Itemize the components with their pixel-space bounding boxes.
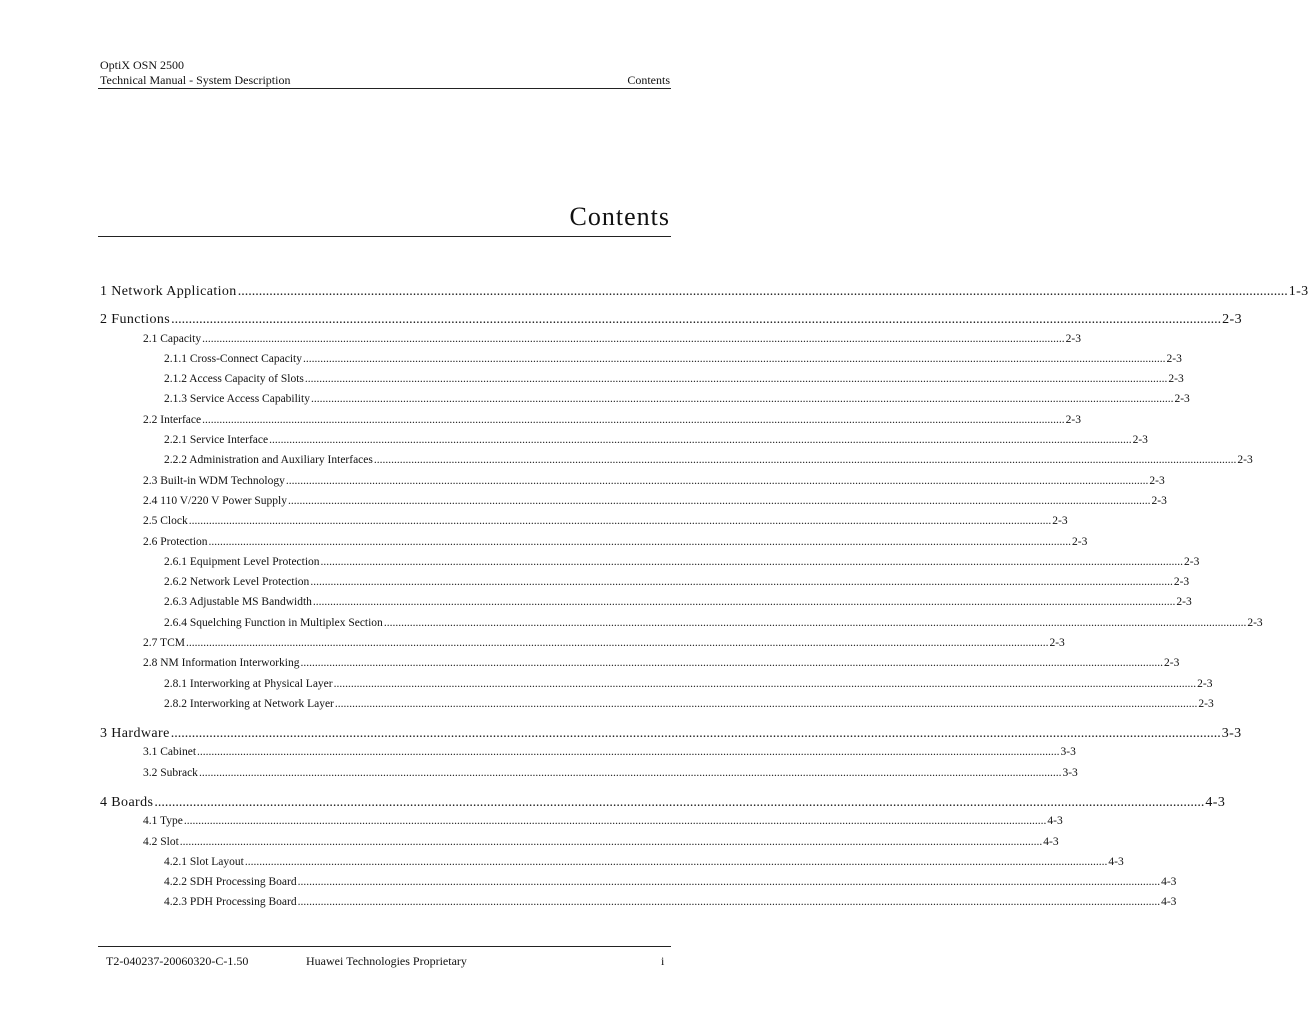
toc-entry-leader: ............................................................................................................................................................................................................................................................................................................: [302, 352, 1166, 365]
toc-entry[interactable]: [164, 876, 1177, 891]
toc-entry-leader: ............................................................................................................................................................................................................................................................................................................: [237, 284, 1288, 299]
page-title: Contents: [569, 202, 670, 231]
toc-entry-label: 1 Network Application: [100, 284, 237, 299]
toc-entry-page: 2-3: [1222, 312, 1243, 327]
toc-entry[interactable]: [143, 474, 1165, 490]
header-line: [100, 73, 670, 87]
toc-entry[interactable]: [164, 454, 1253, 469]
toc-entry-page: 2-3: [1168, 373, 1184, 386]
header-section: Contents: [627, 73, 670, 87]
toc-entry-page: 2-3: [1247, 616, 1263, 629]
toc-entry-label: 4.1 Type: [143, 815, 183, 828]
toc-entry[interactable]: [100, 312, 1243, 330]
toc-entry[interactable]: [100, 725, 1242, 744]
toc-entry-leader: ............................................................................................................................................................................................................................................................................................................: [179, 835, 1043, 848]
toc-entry-leader: ............................................................................................................................................................................................................................................................................................................: [297, 896, 1161, 909]
toc-entry-leader: ............................................................................................................................................................................................................................................................................................................: [208, 535, 1072, 548]
toc-entry-label: 2.6.2 Network Level Protection: [164, 576, 310, 589]
toc-entry[interactable]: [143, 413, 1081, 429]
toc-entry-page: 2-3: [1149, 474, 1165, 487]
footer-page-number: i: [661, 954, 665, 968]
toc-entry[interactable]: [164, 555, 1200, 571]
toc-entry[interactable]: [143, 637, 1065, 652]
toc-entry-leader: ............................................................................................................................................................................................................................................................................................................: [383, 616, 1247, 629]
toc-entry-label: 2.2.1 Service Interface: [164, 434, 269, 446]
toc-entry[interactable]: [164, 596, 1192, 611]
toc-entry-label: 2.3 Built-in WDM Technology: [143, 474, 285, 487]
toc-entry-page: 3-3: [1221, 725, 1242, 741]
toc-entry-label: 2.5 Clock: [143, 515, 188, 528]
toc-entry[interactable]: [164, 677, 1213, 693]
toc-entry-leader: ............................................................................................................................................................................................................................................................................................................: [202, 332, 1065, 345]
toc-entry-leader: ............................................................................................................................................................................................................................................................................................................: [188, 515, 1052, 528]
header-product: OptiX OSN 2500: [100, 58, 185, 72]
toc-entry-label: 4.2.3 PDH Processing Board: [164, 896, 297, 909]
toc-entry-label: 2.1.1 Cross-Connect Capacity: [164, 352, 302, 365]
toc-entry[interactable]: [143, 494, 1167, 510]
toc-entry[interactable]: [143, 535, 1088, 551]
toc-entry-leader: ............................................................................................................................................................................................................................................................................................................: [312, 596, 1176, 609]
toc-entry-page: 2-3: [1065, 413, 1081, 426]
toc-entry-page: 4-3: [1205, 794, 1226, 810]
toc-entry-page: 3-3: [1060, 746, 1076, 759]
toc-entry-leader: ............................................................................................................................................................................................................................................................................................................: [154, 794, 1205, 810]
toc-entry-label: 2.1.2 Access Capacity of Slots: [164, 373, 304, 386]
toc-entry[interactable]: [100, 794, 1226, 813]
toc-entry-label: 2.6 Protection: [143, 535, 208, 548]
toc-entry-leader: ............................................................................................................................................................................................................................................................................................................: [202, 413, 1065, 426]
toc-entry-page: 2-3: [1197, 677, 1213, 690]
toc-entry[interactable]: [164, 352, 1182, 368]
toc-entry-label: 2.2 Interface: [143, 413, 202, 426]
toc-entry[interactable]: [164, 373, 1184, 388]
toc-entry-label: 2.6.1 Equipment Level Protection: [164, 555, 320, 568]
toc-entry-leader: ............................................................................................................................................................................................................................................................................................................: [310, 576, 1173, 589]
toc-entry-page: 2-3: [1132, 434, 1148, 446]
footer-rule: [98, 946, 671, 947]
toc-entry-page: 2-3: [1072, 535, 1088, 548]
footer-doc-id: T2-040237-20060320-C-1.50: [106, 954, 249, 968]
toc-entry-label: 4 Boards: [100, 794, 154, 810]
toc-entry-label: 4.2.1 Slot Layout: [164, 855, 244, 868]
toc-entry-page: 2-3: [1184, 555, 1200, 568]
toc-entry-label: 4.2.2 SDH Processing Board: [164, 876, 297, 889]
toc-entry[interactable]: [164, 697, 1214, 713]
toc-entry[interactable]: [100, 284, 1309, 302]
toc-entry-page: 3-3: [1062, 766, 1078, 779]
toc-entry-label: 2.6.4 Squelching Function in Multiplex Section: [164, 616, 383, 629]
footer-proprietary: Huawei Technologies Proprietary: [306, 954, 467, 968]
toc-entry-page: 2-3: [1174, 393, 1190, 406]
toc-entry[interactable]: [164, 855, 1124, 871]
toc-entry-leader: ............................................................................................................................................................................................................................................................................................................: [334, 697, 1198, 710]
toc-entry-label: 2.2.2 Administration and Auxiliary Interfaces: [164, 454, 373, 467]
toc-entry-label: 2.1 Capacity: [143, 332, 202, 345]
toc-entry-label: 2 Functions: [100, 312, 171, 327]
toc-entry[interactable]: [164, 393, 1190, 408]
toc-entry-leader: ............................................................................................................................................................................................................................................................................................................: [198, 766, 1062, 779]
toc-entry-leader: ............................................................................................................................................................................................................................................................................................................: [333, 677, 1197, 690]
toc-entry-leader: ............................................................................................................................................................................................................................................................................................................: [373, 454, 1237, 467]
toc-entry-page: 2-3: [1065, 332, 1081, 345]
header-rule: [98, 88, 671, 89]
toc-entry-label: 2.8 NM Information Interworking: [143, 657, 300, 670]
toc-entry-leader: ............................................................................................................................................................................................................................................................................................................: [171, 312, 1222, 327]
toc-entry[interactable]: [143, 835, 1059, 851]
toc-entry-leader: ............................................................................................................................................................................................................................................................................................................: [297, 876, 1161, 889]
toc-entry-page: 2-3: [1198, 697, 1214, 710]
toc-entry-leader: ............................................................................................................................................................................................................................................................................................................: [310, 393, 1174, 406]
toc-entry[interactable]: [143, 657, 1180, 672]
toc-entry-leader: ............................................................................................................................................................................................................................................................................................................: [269, 434, 1132, 446]
toc-entry-page: 2-3: [1151, 494, 1167, 507]
toc-entry[interactable]: [143, 766, 1078, 782]
toc-entry-page: 4-3: [1043, 835, 1059, 848]
toc-entry[interactable]: [164, 434, 1148, 449]
toc-entry-leader: ............................................................................................................................................................................................................................................................................................................: [300, 657, 1163, 670]
toc-entry-leader: ............................................................................................................................................................................................................................................................................................................: [183, 815, 1047, 828]
toc-entry-leader: ............................................................................................................................................................................................................................................................................................................: [304, 373, 1168, 386]
toc-entry-label: 2.1.3 Service Access Capability: [164, 393, 310, 406]
toc-entry[interactable]: [164, 616, 1263, 632]
toc-entry-page: 4-3: [1108, 855, 1124, 868]
toc-entry-label: 2.8.1 Interworking at Physical Layer: [164, 677, 333, 690]
toc-entry[interactable]: [143, 515, 1068, 530]
toc-entry-label: 2.8.2 Interworking at Network Layer: [164, 697, 334, 710]
toc-entry-leader: ............................................................................................................................................................................................................................................................................................................: [285, 474, 1149, 487]
toc-entry[interactable]: [143, 746, 1076, 761]
toc-entry-page: 4-3: [1047, 815, 1063, 828]
toc-entry-label: 3.1 Cabinet: [143, 746, 197, 759]
toc-entry-leader: ............................................................................................................................................................................................................................................................................................................: [244, 855, 1108, 868]
toc-entry[interactable]: [164, 896, 1177, 911]
toc-entry-page: 2-3: [1164, 657, 1180, 670]
toc-entry-leader: ............................................................................................................................................................................................................................................................................................................: [185, 637, 1049, 649]
toc-entry-label: 2.4 110 V/220 V Power Supply: [143, 494, 287, 507]
toc-entry-page: 2-3: [1173, 576, 1190, 589]
toc-entry-page: 2-3: [1052, 515, 1068, 528]
header-manual: Technical Manual - System Description: [100, 73, 291, 87]
toc-entry-leader: ............................................................................................................................................................................................................................................................................................................: [197, 746, 1060, 759]
toc-entry[interactable]: [143, 815, 1063, 830]
toc-entry-label: 4.2 Slot: [143, 835, 179, 848]
toc-entry-label: 2.7 TCM: [143, 637, 185, 649]
toc-entry-page: 2-3: [1237, 454, 1253, 467]
toc-entry-leader: ............................................................................................................................................................................................................................................................................................................: [287, 494, 1151, 507]
toc-entry-page: 2-3: [1166, 352, 1182, 365]
toc-entry-page: 2-3: [1049, 637, 1065, 649]
toc-entry-label: 3.2 Subrack: [143, 766, 198, 779]
toc-entry[interactable]: [164, 576, 1190, 591]
toc-entry-page: 2-3: [1176, 596, 1192, 609]
title-rule: [98, 236, 671, 237]
toc-entry[interactable]: [143, 332, 1081, 348]
toc-entry-page: 4-3: [1161, 896, 1177, 909]
toc-entry-leader: ............................................................................................................................................................................................................................................................................................................: [320, 555, 1184, 568]
toc-entry-page: 4-3: [1161, 876, 1177, 889]
toc-entry-label: 2.6.3 Adjustable MS Bandwidth: [164, 596, 312, 609]
toc-entry-page: 1-3: [1288, 284, 1309, 299]
toc-entry-leader: ............................................................................................................................................................................................................................................................................................................: [170, 725, 1221, 741]
toc-entry-label: 3 Hardware: [100, 725, 170, 741]
